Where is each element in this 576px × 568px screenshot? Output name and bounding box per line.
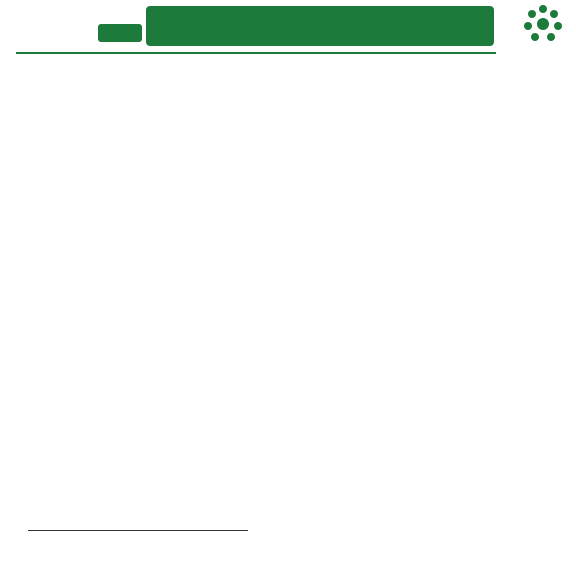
publication-badge: [98, 24, 142, 42]
municipality-emblem-icon: [523, 4, 563, 46]
announcement-body: [16, 62, 560, 514]
advertisement-header: [0, 0, 576, 62]
signature-block: [18, 530, 258, 552]
header-divider: [16, 52, 496, 54]
municipality-logo: [516, 4, 570, 60]
signature-divider: [28, 530, 248, 531]
title-banner: [146, 6, 494, 46]
